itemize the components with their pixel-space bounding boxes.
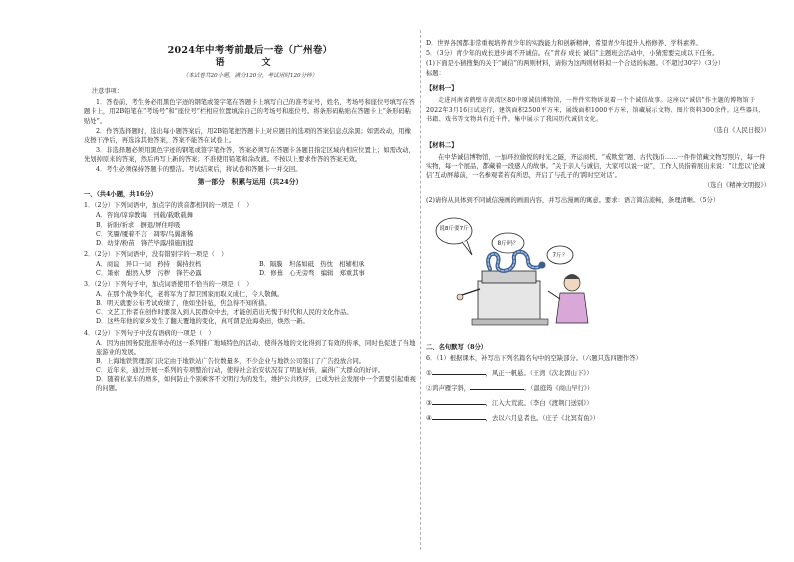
part2-heading: 二、名句默写（8分） [426,344,488,352]
cartoon-drawing [432,211,608,335]
question-4: 4．（2分）下列句子中没有语病的一项是（ ） [84,329,215,337]
fill-blank-3 [426,398,770,408]
fill-blank-4 [426,413,770,423]
q2-option-b: B．隔膜 坦荡如砥 热忱 相辅相承 [259,260,365,268]
fill-blank-2-num: ② [426,384,433,392]
honesty-cartoon [432,211,608,335]
answer-blank[interactable] [432,368,486,375]
q5-task-1: (1)下面是小猜搜集的关于“诚信”的两则材料，请你为这两则材料拟一个合适的标题。（不超过30字）（3分） [426,60,725,68]
material-2-text: 在中华诚信博物馆，一加环拉偷悦的时光之隧，齐运商机、“戒欺堂”题、古代钱币……一件件馆藏文物写照片，每一件实物，每一个展品，都藏着一段感人的故事。“关于亲人与诚信，大家可以说一说”，工作人员指着展出来说：“让您以‘论诚信’互动屏幕前，一名参观者若有所思，开启了与孔子的‘跨时空对话’。 [426,153,766,180]
fill-blank-4-num: ④ [426,414,432,422]
bubble-3-text: 7斤？ [552,253,568,260]
fill-blank-2 [426,383,770,393]
bubble-1-text: 说8斤要7斤 [439,226,469,233]
q3-option-d: D．这些年他的家乡发生了翻天覆地的变化，真可谓是沧海桑田，焕然一新。 [96,318,309,326]
question-5: 5．（3分）青少年的成长进步离不开诚信。在“青春 成长 诚信”主题班会活动中，小猜需要完成以下任务。 [426,50,719,58]
q2-option-d: D．修葺 心无旁骛 编辑 郑重其事 [259,269,365,277]
note-item: 2．作答选择题时，选出每小题答案后，用2B铅笔把答题卡上对应题目的选项的答案信息点涂黑；如需改动，用橡皮擦干净后，再选涂其他答案，答案不能答在试卷上。 [84,127,411,144]
fill-blank-3-text: ，江入大荒流。（李白《渡荆门送别》） [485,399,593,407]
exam-title: 2024年中考考前最后一卷（广州卷） [167,45,333,56]
question-3: 3．（2分）下列句子中，加点词语使用不恰当的一项是（ ） [84,281,253,289]
q4-option-c: C．近年来，通过开展一系列的专项整治行动，使得社会治安状况有了明显好转，赢得广大群众的好评。 [96,366,385,374]
note-item: 3．非选择题必须用黑色字迹的钢笔或签字笔作答，答案必须写在答题卡各题目指定区域内相应位置上；如需改动，先划掉原来的答案，然后再写上新的答案；不准使用铅笔和涂改液。不按以上要求作答的答案无效。 [84,146,415,163]
q3-option-b: B．明天就要公布考试成绩了，他如坐针毡，焦急得不知所措。 [96,300,271,308]
q1-option-b: B．祈盼/祈求 摒退/屏住呼吸 [96,221,181,229]
exam-meta: （本试卷共20小题，满分120分，考试用时120分钟） [182,73,318,80]
fill-blank-2-text: 鸿声雁字斜， [432,384,471,392]
q4-option-b: B．上海地铁管理部门决定由于地铁站广告位数量多，不少企业与地铁公司签订了广告投放合同。 [96,357,366,365]
material-2-source: （选自《精神文明报》） [703,182,770,190]
notes-heading: 注意事项： [92,88,123,96]
q5-task-2: (2)请你从具体到不同诚信漫画的画面内容，并写出漫画的寓意。要求：语言简洁流畅，条理清晰。（5分） [426,197,720,205]
q4-option-d-tail: D．世界各国都非常重视培养青少年的实践能力和创新精神，希望青少年提升人格修养、学科素养。 [426,40,702,47]
material-1-title: 【材料一】 [426,85,458,93]
question-6: 6．（1）根据课本，补写出下列名篇名句中的空缺部分。（六题只选四题作答） [426,355,642,363]
answer-blank[interactable] [432,413,486,420]
q2-option-a: A．商谊 异口一词 矜持 翼持拉杩 [96,260,202,268]
subject-name: 语 文 [215,58,285,69]
fill-blank-3-num: ③ [426,399,432,407]
fill-blank-2-tail: 。（温庭筠《商山早行》） [524,384,594,392]
q1-option-c: C．笑靥/魇着不言 凋零/鸟翼渐稀 [96,230,194,238]
fill-blank-1-text: ，风正一帆悬。（王湾《次北固山下》） [485,369,593,377]
bubble-2-text: 8斤吗？ [497,241,519,248]
fill-blank-1 [426,368,770,378]
right-column [426,38,770,428]
q2-options [96,260,416,278]
q3-option-c: C．文艺工作者在创作时要深入到人民群众中去，才能创造出无愧于时代和人民的文化作品。 [96,309,353,317]
note-item: 4．考生必须保持答题卡的整洁。考试结束后，将试卷和答题卡一并交回。 [96,166,302,174]
q4-option-a: A．因为由国务院批准举办的这一系列推广地域特色的活动，使得各地的文化得到了有效的传承，同时也促进了当地旅游业的发展。 [96,339,416,356]
part1-heading: 第一部分 积累与运用（共24分） [197,178,303,187]
note-item: 1．答卷前，考生务必用黑色字迹的钢笔或签字笔在答题卡上填写自己的准考证号，姓名、考场号和座位号填写在答题卡上，用2B铅笔在“考场号”和“座位号”栏相应位置填涂自己的考场号和座位号。将条形码粘贴在答题卡上“条形码粘贴处”。 [84,99,415,125]
fill-blank-1-num: ① [426,369,432,377]
left-column [84,38,416,393]
q2-option-c: C．箫索 酣然入梦 污秽 锋芒必露 [96,269,202,277]
section-heading: 一、（共4小题，共16分） [84,191,157,199]
material-1-source: （选自《人民日报》） [710,126,770,134]
question-1: 1．（2分）下列词语中，加点字的读音都相同的一项是（ ） [84,202,253,210]
q5-title-label: 标题： [426,70,445,78]
material-1-text: 走进河南省鹤壁市黄湾区80中原诚信博物馆，一件件实物诉说着一个个诚信故事。这座以“诚信”作主题的博物馆于2022年3月16日试运行，建筑面积2500平方米，展线面积1000平方米，馆藏展示文物、图片资料300余件。这些器具、书籍、戏书等文物共有近千件，集中展示了我国历代诚信文化。 [426,97,765,124]
column-divider [420,30,421,550]
q1-option-a: A．咨询/谆谆教诲 刊载/载歌载舞 [96,212,193,220]
material-2-title: 【材料二】 [426,141,458,149]
question-2: 2．（2分）下列词语中，没有错别字的一项是（ ） [84,250,228,258]
q4-option-d: D．随着私家车的增多，如何防止个别乘客不文明行为的发生，维护公共秩序，已成为社会发展中一个需要引起重视的问题。 [96,376,416,393]
answer-blank[interactable] [432,398,486,405]
q3-option-a: A．在那个战争年代，老将军为了捍卫国家而取义成仁，令人敬佩。 [96,291,284,299]
q1-option-d: D．幼芽/粉苗 锋芒毕露/措施面提 [96,239,194,247]
fill-blank-4-text: ，去以六月息者也。（庄子《北冥有鱼》） [485,414,599,422]
answer-blank[interactable] [470,383,524,390]
